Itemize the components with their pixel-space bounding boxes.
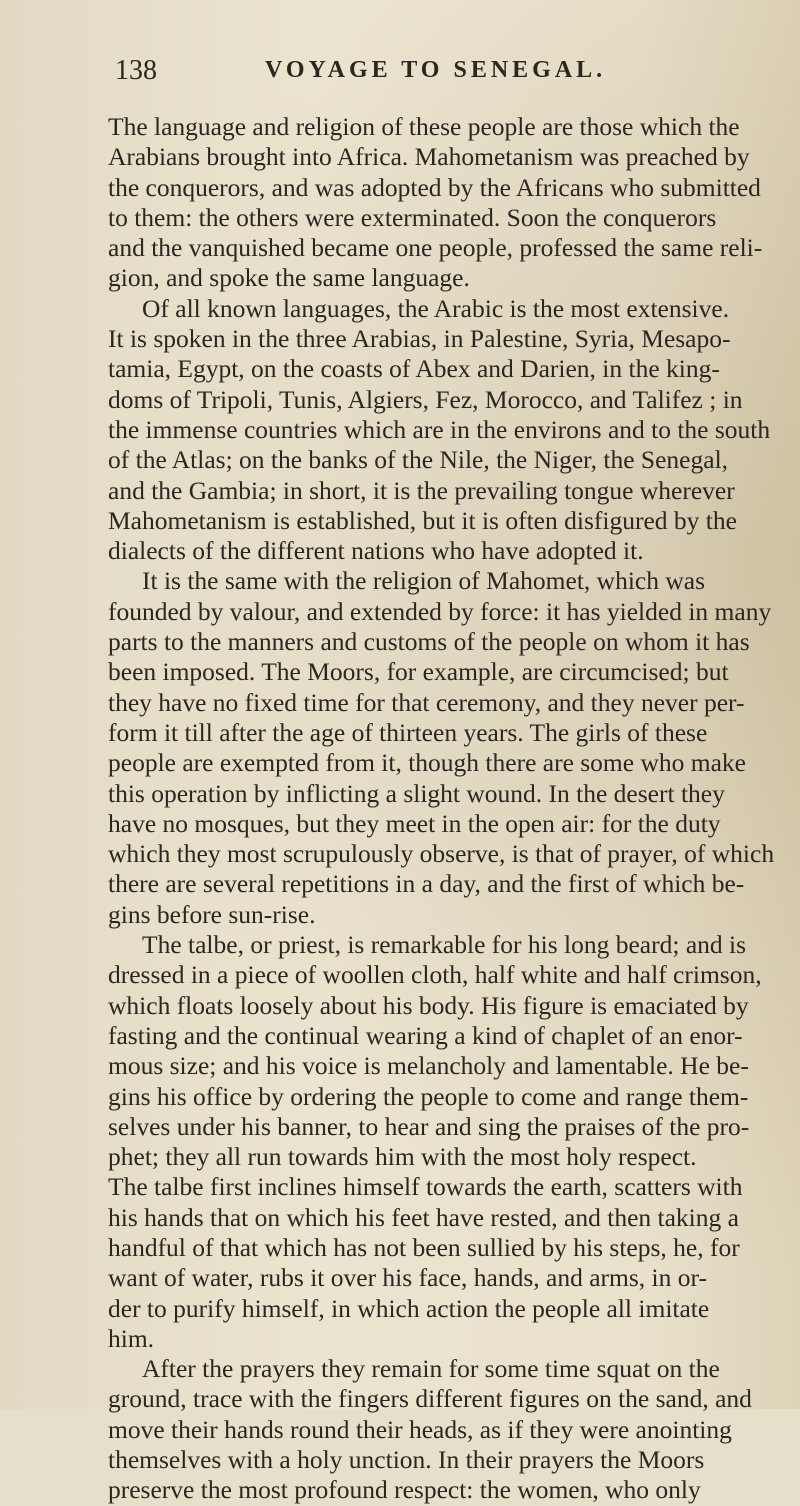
text-line: gins his office by ordering the people to come and range them- <box>108 1081 749 1111</box>
text-line: people are exempted from it, though there are some who make <box>108 748 746 778</box>
text-line: gins before sun-rise. <box>108 899 316 929</box>
text-line: and the Gambia; in short, it is the prevailing tongue wherever <box>108 475 735 505</box>
text-line: to them: the others were exterminated. Soon the conquerors <box>108 202 717 232</box>
text-line: have no mosques, but they meet in the open air: for the duty <box>108 808 721 838</box>
text-line: parts to the manners and customs of the people on whom it has <box>108 627 750 657</box>
text-line: founded by valour, and extended by force: it has yielded in many <box>108 596 772 626</box>
text-line: they have no fixed time for that ceremony, and they never per- <box>108 687 745 717</box>
text-line: der to purify himself, in which action the people all imitate <box>108 1293 710 1323</box>
text-line: It is spoken in the three Arabias, in Palestine, Syria, Mesapo- <box>108 324 731 354</box>
page-header <box>115 55 735 95</box>
body-text <box>108 112 788 1506</box>
text-line: Arabians brought into Africa. Mahometanism was preached by <box>108 142 750 172</box>
text-line: mous size; and his voice is melancholy and lamentable. He be- <box>108 1051 749 1081</box>
text-line: Mahometanism is established, but it is often disfigured by the <box>108 505 737 535</box>
text-line: dialects of the different nations who have adopted it. <box>108 536 644 566</box>
text-line: Of all known languages, the Arabic is the most extensive. <box>142 293 730 323</box>
text-line: The talbe, or priest, is remarkable for his long beard; and is <box>142 930 747 960</box>
text-line: After the prayers they remain for some time squat on the <box>142 1354 720 1384</box>
text-line: of the Atlas; on the banks of the Nile, the Niger, the Senegal, <box>108 445 729 475</box>
text-line: selves under his banner, to hear and sing the praises of the pro- <box>108 1111 750 1141</box>
text-line: ground, trace with the fingers different figures on the sand, and <box>108 1384 752 1414</box>
text-line: doms of Tripoli, Tunis, Algiers, Fez, Morocco, and Talifez ; in <box>108 384 743 414</box>
text-line: his hands that on which his feet have rested, and then taking a <box>108 1202 739 1232</box>
text-line: move their hands round their heads, as if they were anointing <box>108 1414 732 1444</box>
text-line: phet; they all run towards him with the most holy respect. <box>108 1142 697 1172</box>
text-line: the immense countries which are in the environs and to the south <box>108 414 771 444</box>
text-line: want of water, rubs it over his face, hands, and arms, in or- <box>108 1263 707 1293</box>
text-line: tamia, Egypt, on the coasts of Abex and Darien, in the king- <box>108 354 720 384</box>
text-line: The language and religion of these people are those which the <box>108 112 740 141</box>
text-line: The talbe first inclines himself towards the earth, scatters with <box>108 1172 743 1202</box>
text-line: been imposed. The Moors, for example, are circumcised; but <box>108 657 729 687</box>
text-line: there are several repetitions in a day, and the first of which be- <box>108 869 745 899</box>
text-line: handful of that which has not been sullied by his steps, he, for <box>108 1232 740 1262</box>
text-line: dressed in a piece of woollen cloth, half white and half crimson, <box>108 960 762 990</box>
text-line: this operation by inflicting a slight wound. In the desert they <box>108 778 725 808</box>
running-title: VOYAGE TO SENEGAL. <box>265 57 607 83</box>
text-line: It is the same with the religion of Mahomet, which was <box>142 566 706 596</box>
text-line: which floats loosely about his body. His figure is emaciated by <box>108 990 749 1020</box>
page-number: 138 <box>115 55 157 86</box>
text-line: themselves with a holy unction. In their prayers the Moors <box>108 1445 705 1475</box>
text-line: the conquerors, and was adopted by the Africans who submitted <box>108 172 761 202</box>
text-line: which they most scrupulously observe, is that of prayer, of which <box>108 839 775 869</box>
text-line: and the vanquished became one people, professed the same reli- <box>108 233 763 263</box>
text-line: preserve the most profound respect: the women, who only <box>108 1475 701 1505</box>
text-line: form it till after the age of thirteen years. The girls of these <box>108 717 708 747</box>
text-line: fasting and the continual wearing a kind of chaplet of an enor- <box>108 1020 743 1050</box>
text-line: gion, and spoke the same language. <box>108 263 470 293</box>
text-line: him. <box>108 1323 155 1353</box>
